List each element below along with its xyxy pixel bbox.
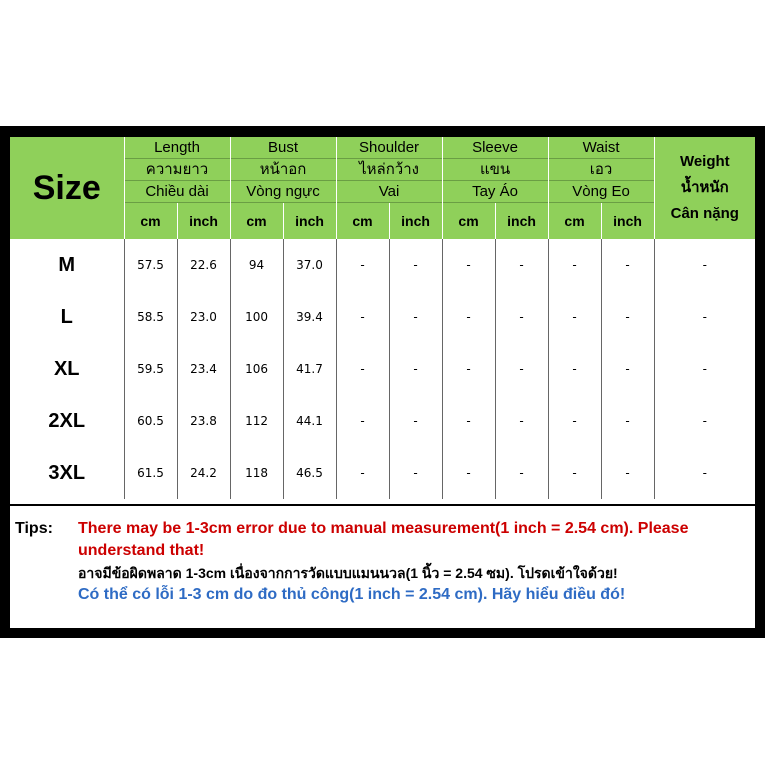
sleeve-label-th: แขน bbox=[443, 159, 548, 181]
sleeve-header bbox=[442, 137, 548, 203]
value-cell: 112 bbox=[230, 395, 283, 447]
tips-english: There may be 1-3cm error due to manual measurement(1 inch = 2.54 cm). Please understand that! bbox=[78, 520, 689, 559]
value-cell: 60.5 bbox=[124, 395, 177, 447]
size-chart-frame bbox=[0, 126, 765, 638]
value-cell: - bbox=[389, 447, 442, 499]
waist-label-vi: Vòng Eo bbox=[572, 183, 630, 200]
value-cell: - bbox=[336, 447, 389, 499]
weight-label-en: Weight bbox=[679, 153, 730, 170]
value-cell: - bbox=[601, 447, 654, 499]
unit-sleeve-inch: inch bbox=[495, 203, 548, 240]
value-cell: - bbox=[654, 239, 755, 291]
tips-section bbox=[10, 504, 755, 628]
size-column-header: Size bbox=[10, 137, 124, 239]
shoulder-label-en: Shoulder bbox=[337, 137, 442, 159]
size-rows bbox=[10, 239, 755, 499]
sleeve-label-en: Sleeve bbox=[443, 137, 548, 159]
value-cell: - bbox=[548, 395, 601, 447]
value-cell: 23.4 bbox=[177, 343, 230, 395]
bust-header bbox=[230, 137, 336, 203]
value-cell: - bbox=[442, 395, 495, 447]
value-cell: 59.5 bbox=[124, 343, 177, 395]
value-cell: 106 bbox=[230, 343, 283, 395]
value-cell: - bbox=[442, 343, 495, 395]
value-cell: - bbox=[389, 395, 442, 447]
size-cell: L bbox=[60, 305, 73, 328]
value-cell: - bbox=[442, 291, 495, 343]
value-cell: 37.0 bbox=[283, 239, 336, 291]
bust-label-th: หน้าอก bbox=[231, 159, 336, 181]
length-label-vi: Chiều dài bbox=[145, 183, 209, 200]
length-label-en: Length bbox=[125, 137, 230, 159]
weight-label-th: น้ำหนัก bbox=[680, 179, 729, 196]
size-cell: M bbox=[58, 253, 76, 276]
waist-label-en: Waist bbox=[549, 137, 654, 159]
value-cell: 61.5 bbox=[124, 447, 177, 499]
unit-bust-inch: inch bbox=[283, 203, 336, 240]
waist-header bbox=[548, 137, 654, 203]
value-cell: - bbox=[442, 239, 495, 291]
size-cell: XL bbox=[53, 357, 80, 380]
unit-length-inch: inch bbox=[177, 203, 230, 240]
value-cell: - bbox=[601, 395, 654, 447]
shoulder-header bbox=[336, 137, 442, 203]
length-header bbox=[124, 137, 230, 203]
size-table bbox=[10, 137, 755, 499]
value-cell: 23.0 bbox=[177, 291, 230, 343]
sleeve-label-vi: Tay Áo bbox=[472, 183, 518, 200]
value-cell: - bbox=[336, 343, 389, 395]
unit-sleeve-cm: cm bbox=[442, 203, 495, 240]
value-cell: 46.5 bbox=[283, 447, 336, 499]
size-cell: 3XL bbox=[48, 461, 86, 484]
value-cell: - bbox=[442, 447, 495, 499]
value-cell: - bbox=[389, 239, 442, 291]
value-cell: - bbox=[548, 291, 601, 343]
waist-label-th: เอว bbox=[549, 159, 654, 181]
value-cell: - bbox=[495, 395, 548, 447]
tips-vietnamese: Có thể có lỗi 1-3 cm do đo thủ công(1 inch = 2.54 cm). Hãy hiểu điều đó! bbox=[78, 586, 626, 603]
value-cell: 24.2 bbox=[177, 447, 230, 499]
value-cell: 22.6 bbox=[177, 239, 230, 291]
unit-waist-inch: inch bbox=[601, 203, 654, 240]
size-cell: 2XL bbox=[48, 409, 86, 432]
tips-body bbox=[78, 518, 745, 606]
value-cell: - bbox=[654, 291, 755, 343]
bust-label-vi: Vòng ngực bbox=[246, 183, 320, 200]
shoulder-label-vi: Vai bbox=[378, 183, 400, 200]
value-cell: 57.5 bbox=[124, 239, 177, 291]
table-row bbox=[10, 395, 755, 447]
table-row bbox=[10, 447, 755, 499]
length-label-th: ความยาว bbox=[125, 159, 230, 181]
value-cell: 58.5 bbox=[124, 291, 177, 343]
unit-waist-cm: cm bbox=[548, 203, 601, 240]
value-cell: - bbox=[336, 291, 389, 343]
value-cell: - bbox=[495, 343, 548, 395]
value-cell: 39.4 bbox=[283, 291, 336, 343]
value-cell: - bbox=[336, 239, 389, 291]
unit-length-cm: cm bbox=[124, 203, 177, 240]
value-cell: - bbox=[548, 343, 601, 395]
value-cell: - bbox=[336, 395, 389, 447]
table-row bbox=[10, 291, 755, 343]
value-cell: - bbox=[654, 447, 755, 499]
size-chart bbox=[10, 137, 755, 628]
header-row-groups bbox=[10, 137, 755, 203]
unit-bust-cm: cm bbox=[230, 203, 283, 240]
weight-label-vi: Cân nặng bbox=[670, 205, 739, 222]
value-cell: - bbox=[495, 291, 548, 343]
tips-thai: อาจมีข้อผิดพลาด 1-3cm เนื่องจากการวัดแบบแมนนวล(1 นิ้ว = 2.54 ซม). โปรดเข้าใจด้วย! bbox=[78, 565, 618, 581]
value-cell: 23.8 bbox=[177, 395, 230, 447]
value-cell: - bbox=[495, 239, 548, 291]
weight-header bbox=[654, 137, 755, 239]
value-cell: 41.7 bbox=[283, 343, 336, 395]
table-row bbox=[10, 343, 755, 395]
value-cell: - bbox=[548, 447, 601, 499]
unit-shoulder-inch: inch bbox=[389, 203, 442, 240]
value-cell: - bbox=[654, 395, 755, 447]
value-cell: 44.1 bbox=[283, 395, 336, 447]
value-cell: 118 bbox=[230, 447, 283, 499]
unit-shoulder-cm: cm bbox=[336, 203, 389, 240]
value-cell: - bbox=[389, 291, 442, 343]
value-cell: - bbox=[548, 239, 601, 291]
value-cell: - bbox=[389, 343, 442, 395]
tips-label: Tips: bbox=[15, 520, 53, 537]
table-row bbox=[10, 239, 755, 291]
value-cell: 94 bbox=[230, 239, 283, 291]
value-cell: - bbox=[601, 291, 654, 343]
value-cell: - bbox=[601, 239, 654, 291]
bust-label-en: Bust bbox=[231, 137, 336, 159]
value-cell: - bbox=[601, 343, 654, 395]
value-cell: - bbox=[495, 447, 548, 499]
value-cell: - bbox=[654, 343, 755, 395]
value-cell: 100 bbox=[230, 291, 283, 343]
shoulder-label-th: ไหล่กว้าง bbox=[337, 159, 442, 181]
